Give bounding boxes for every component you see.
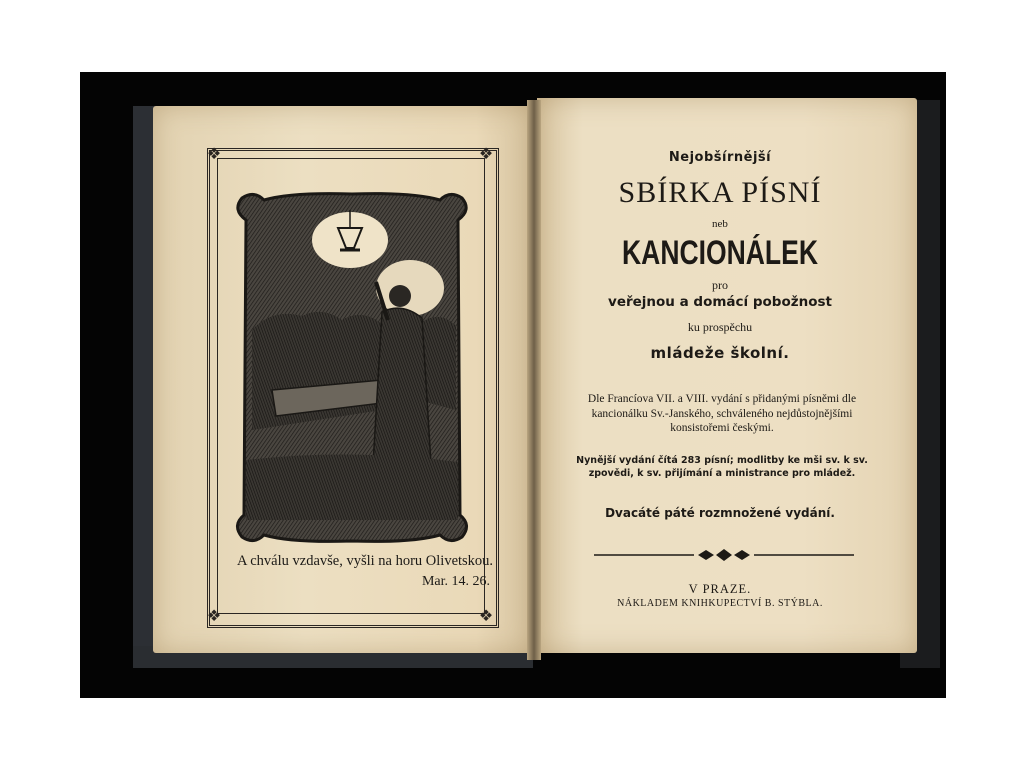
ornament-corner-icon: ❖ [206,144,222,163]
conjunction-text: neb [712,218,728,230]
bible-verse-reference: Mar. 14. 26. [421,574,490,589]
contents-note: Nynější vydání čítá 283 písní; modlitby ke mši sv. k sv. zpovědi, k sv. přijímání a ministrance pro mládež. [576,455,868,479]
page-title: SBÍRKA PÍSNÍ [618,176,822,209]
ornament-corner-icon: ❖ [478,606,494,625]
book-cover-spine [133,106,155,668]
ornament-corner-icon: ❖ [206,606,222,625]
audience-text: mládeže školní. [650,344,790,362]
ornament-corner-icon: ❖ [478,144,494,163]
reprint-note: Dvacáté páté rozmnožené vydání. [605,506,835,520]
edition-note: Dle Francíova VII. a VIII. vydání s přidanými písněmi dle kancionálku Sv.-Janského, schváleného nejdůstojnějšími konsistořemi českými. [587,393,857,434]
engraving-illustration [232,190,472,545]
title-kicker: Nejobšírnější [668,150,772,165]
engraving-caption: A chválu vzdavše, vyšli na horu Olivetskou. [236,553,494,569]
last-supper-engraving [232,190,472,545]
ornamental-divider [594,548,854,562]
book-gutter [527,100,541,660]
imprint-publisher: NÁKLADEM KNIHKUPECTVÍ B. STÝBLA. [617,598,823,609]
purpose-text: veřejnou a domácí pobožnost [608,294,832,310]
preposition-text: pro [712,278,728,292]
subtitle: KANCIONÁLEK [622,234,818,272]
imprint-city: V PRAZE. [688,582,752,596]
benefit-text: ku prospěchu [687,320,753,334]
